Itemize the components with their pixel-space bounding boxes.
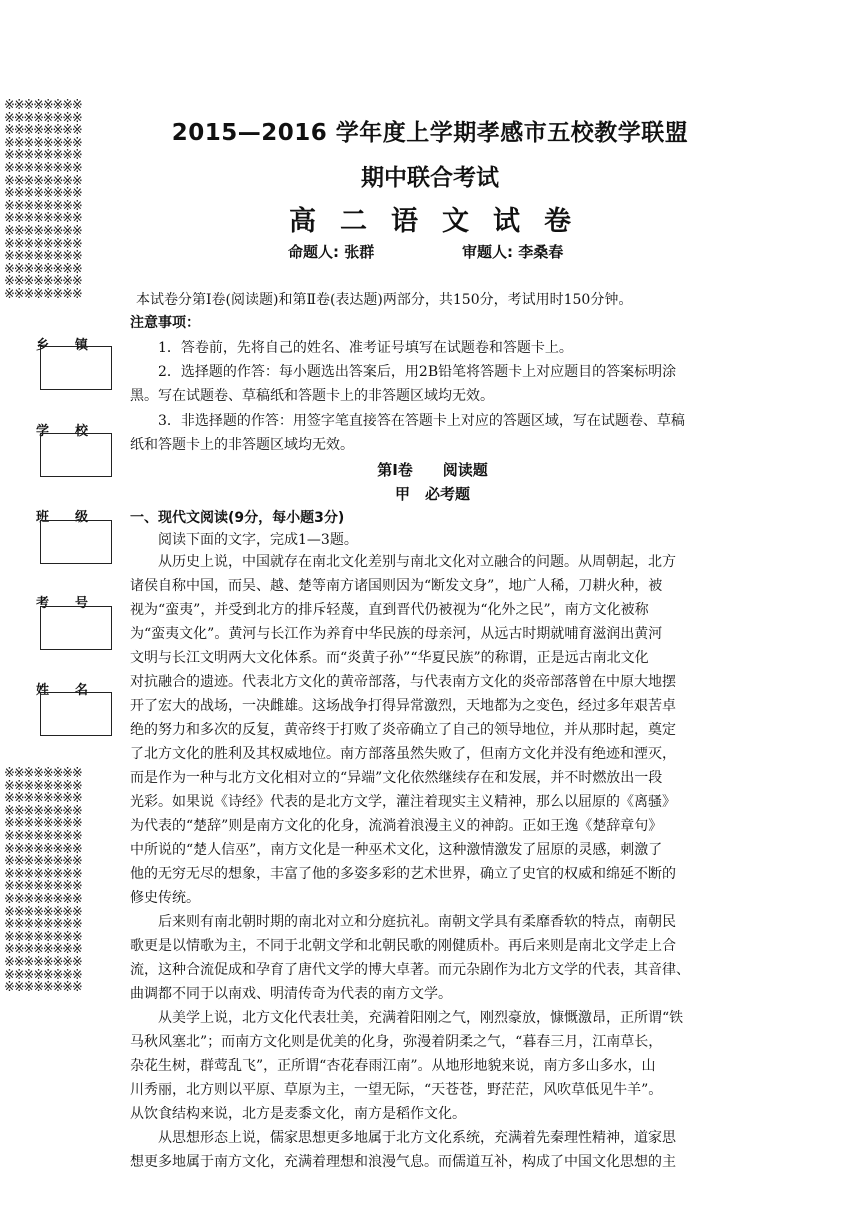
- passage-line: 杂花生树，群莺乱飞”，正所谓“杏花春雨江南”。从地形地貌来说，南方多山多水，山: [130, 1058, 656, 1074]
- label-school: 学校: [36, 424, 115, 439]
- notice-item-3: 3．非选择题的作答：用签字笔直接答在答题卡上对应的答题区域，写在试题卷、草稿: [158, 413, 685, 429]
- passage-line: 文明与长江文明两大文化体系。而“炎黄子孙”“华夏民族”的称谓，正是远古南北文化: [130, 650, 649, 666]
- passage-line: 流，这种合流促成和孕育了唐代文学的博大卓著。而元杂剧作为北方文学的代表，其音律、: [130, 962, 690, 978]
- passage-line: 从饮食结构来说，北方是麦黍文化，南方是稻作文化。: [130, 1106, 466, 1122]
- exam-intro: 本试卷分第Ⅰ卷(阅读题)和第Ⅱ卷(表达题)两部分，共150分，考试用时150分钟。: [136, 292, 633, 308]
- passage-line: 他的无穷无尽的想象，丰富了他的多姿多彩的艺术世界，确立了史官的权威和绵延不断的: [130, 866, 676, 882]
- passage-line: 后来则有南北朝时期的南北对立和分庭抗礼。南朝文学具有柔靡香软的特点，南朝民: [130, 914, 676, 930]
- author-credit: 命题人: 张群: [288, 243, 375, 261]
- passage-line: 从思想形态上说，儒家思想更多地属于北方文化系统，充满着先秦理性精神，道家思: [130, 1130, 676, 1146]
- exam-title-line2: 期中联合考试: [361, 165, 499, 191]
- passage-line: 对抗融合的遗迹。代表北方文化的黄帝部落，与代表南方文化的炎帝部落曾在中原大地摆: [130, 674, 676, 690]
- passage-line: 而是作为一种与北方文化相对立的“异端”文化依然继续存在和发展，并不时燃放出一段: [130, 770, 663, 786]
- exam-title-line1: 2015—2016 学年度上学期孝感市五校教学联盟: [171, 120, 689, 146]
- passage-line: 中所说的“楚人信巫”，南方文化是一种巫术文化，这种激情激发了屈原的灵感，刺激了: [130, 842, 663, 858]
- passage-line: 诸侯自称中国，而吴、越、楚等南方诸国则因为“断发文身”，地广人稀，刀耕火种，被: [130, 578, 663, 594]
- notice-title: 注意事项：: [130, 315, 200, 331]
- label-class: 班级: [36, 510, 115, 525]
- notice-item-3-cont: 纸和答题卡上的非答题区域均无效。: [130, 437, 354, 453]
- passage-line: 为“蛮夷文化”。黄河与长江作为养育中华民族的母亲河，从远古时期就哺育滋润出黄河: [130, 626, 663, 642]
- binding-margin-stars-top: ※※※※※※※※ ※※※※※※※※ ※※※※※※※※ ※※※※※※※※ ※※※※※※※※ ※※※※※※※※ ※※※※※※※※ ※※※※※※※※ ※※※※※※※※ ※※※※※※※※ ※※※※※※※※ ※※※※※※※※ ※※※※※※※※ ※※※※※※※※ ※※※※※※※※ ※※※※※※※※: [4, 98, 82, 302]
- passage-line: 从历史上说，中国就存在南北文化差别与南北文化对立融合的问题。从周朝起，北方: [130, 554, 676, 570]
- passage-line: 开了宏大的战场，一决雌雄。这场战争打得异常激烈，天地都为之变色，经过多年艰苦卓: [130, 698, 676, 714]
- passage-line: 光彩。如果说《诗经》代表的是北方文学，灌注着现实主义精神，那么以屈原的《离骚》: [130, 794, 676, 810]
- label-name: 姓名: [36, 683, 115, 698]
- passage-line: 修史传统。: [130, 890, 200, 906]
- passage-line: 了北方文化的胜利及其权威地位。南方部落虽然失败了，但南方文化并没有绝迹和湮灭，: [130, 746, 676, 762]
- question-heading: 一、现代文阅读(9分，每小题3分): [130, 510, 345, 526]
- reviewer-credit: 审题人: 李桑春: [462, 243, 564, 261]
- passage-line: 想更多地属于南方文化，充满着理想和浪漫气息。而儒道互补，构成了中国文化思想的主: [130, 1154, 676, 1170]
- exam-subject-title: 高二语文试卷: [289, 206, 595, 237]
- label-township: 乡镇: [36, 338, 115, 353]
- class-field-box[interactable]: [40, 520, 112, 564]
- name-field-box[interactable]: [40, 692, 112, 736]
- passage-line: 川秀丽，北方则以平原、草原为主，一望无际，“天苍苍，野茫茫，风吹草低见牛羊”。: [130, 1082, 663, 1098]
- notice-item-2-cont: 黑。写在试题卷、草稿纸和答题卡上的非答题区域均无效。: [130, 388, 494, 404]
- township-field-box[interactable]: [40, 346, 112, 390]
- passage-line: 从美学上说，北方文化代表壮美，充满着阳刚之气，刚烈豪放，慷慨激昂，正所谓“铁: [130, 1010, 684, 1026]
- school-field-box[interactable]: [40, 433, 112, 477]
- question-instruction: 阅读下面的文字，完成1—3题。: [158, 532, 358, 548]
- section-title: 甲 必考题: [394, 485, 470, 503]
- passage-line: 歌更是以情歌为主，不同于北朝文学和北朝民歌的刚健质朴。再后来则是南北文学走上合: [130, 938, 676, 954]
- passage-line: 曲调都不同于以南戏、明清传奇为代表的南方文学。: [130, 986, 452, 1002]
- notice-item-1: 1．答卷前，先将自己的姓名、准考证号填写在试题卷和答题卡上。: [158, 340, 573, 356]
- label-exam-number: 考号: [36, 596, 115, 611]
- passage-line: 为代表的“楚辞”则是南方文化的化身，流淌着浪漫主义的神韵。正如王逸《楚辞章句》: [130, 818, 663, 834]
- passage-line: 视为“蛮夷”，并受到北方的排斥轻蔑，直到晋代仍被视为“化外之民”，南方文化被称: [130, 602, 649, 618]
- binding-margin-stars-bottom: ※※※※※※※※ ※※※※※※※※ ※※※※※※※※ ※※※※※※※※ ※※※※※※※※ ※※※※※※※※ ※※※※※※※※ ※※※※※※※※ ※※※※※※※※ ※※※※※※※※ ※※※※※※※※ ※※※※※※※※ ※※※※※※※※ ※※※※※※※※ ※※※※※※※※ ※※※※※※※※ ※※※※※※※※ ※※※※※※※※: [4, 766, 82, 996]
- part-title: 第Ⅰ卷 阅读题: [377, 461, 488, 479]
- notice-item-2: 2．选择题的作答：每小题选出答案后，用2B铅笔将答题卡上对应题目的答案标明涂: [158, 364, 677, 380]
- passage-line: 绝的努力和多次的反复，黄帝终于打败了炎帝确立了自己的领导地位，并从那时起，奠定: [130, 722, 676, 738]
- passage-line: 马秋风塞北”；而南方文化则是优美的化身，弥漫着阴柔之气，“暮春三月，江南草长，: [130, 1034, 663, 1050]
- exam-number-field-box[interactable]: [40, 606, 112, 650]
